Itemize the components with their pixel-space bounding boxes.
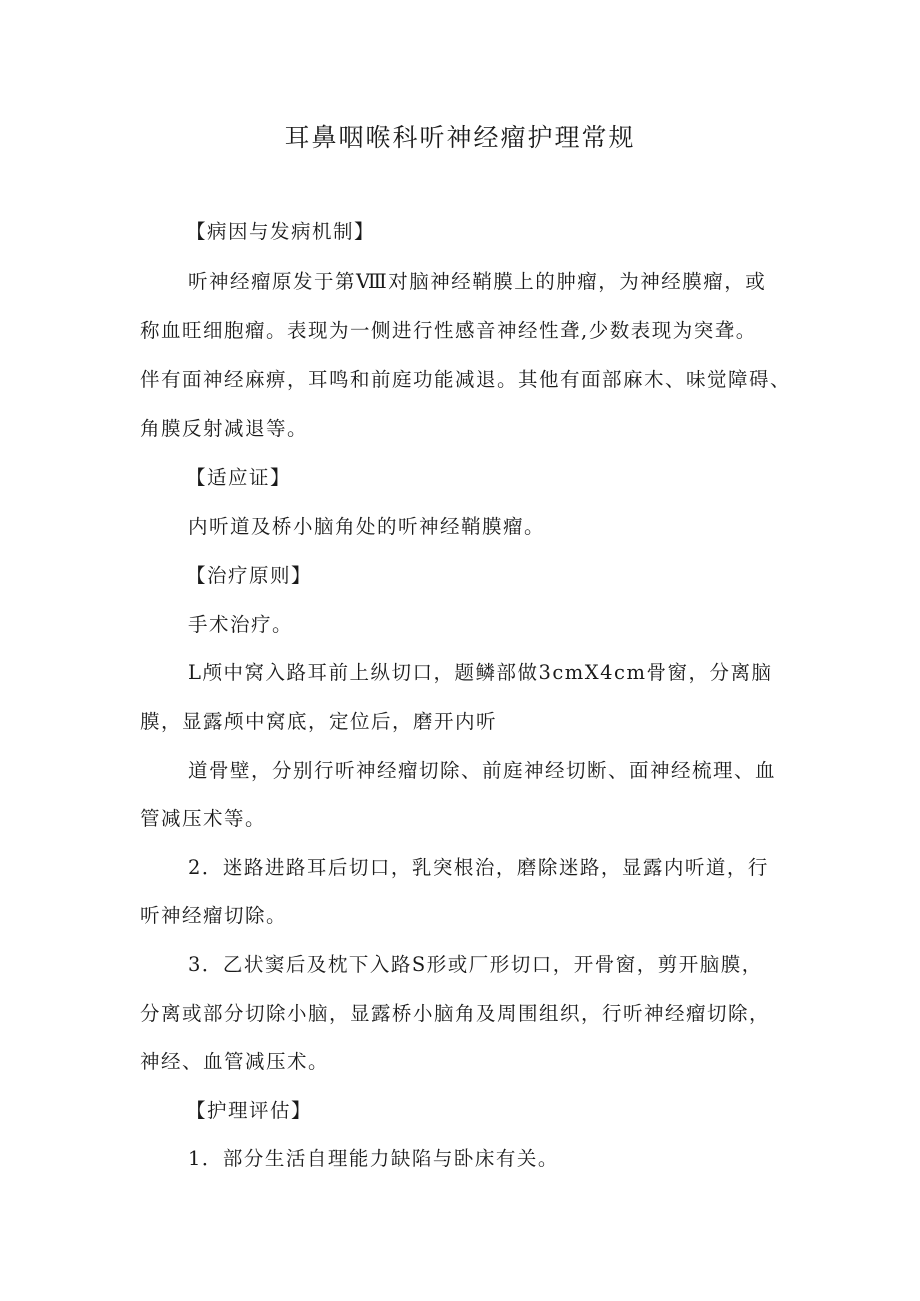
paragraph-line: 伴有面神经麻痹，耳鸣和前庭功能减退。其他有面部麻木、味觉障碍、	[140, 368, 792, 391]
paragraph-line: 内听道及桥小脑角处的听神经鞘膜瘤。	[188, 515, 546, 538]
paragraph-line: 角膜反射减退等。	[140, 417, 309, 440]
section-heading-nursing-assessment: 【护理评估】	[186, 1099, 313, 1122]
paragraph-line: L颅中窝入路耳前上纵切口，题鳞部做3cmX4cm骨窗，分离脑	[188, 661, 773, 684]
paragraph-line: 手术治疗。	[188, 613, 294, 636]
section-heading-etiology: 【病因与发病机制】	[186, 220, 376, 243]
paragraph-line: 3．乙状窦后及枕下入路S形或厂形切口，开骨窗，剪开脑膜，	[188, 953, 763, 976]
section-heading-indications: 【适应证】	[186, 466, 292, 489]
section-heading-treatment: 【治疗原则】	[186, 564, 313, 587]
paragraph-line: 分离或部分切除小脑，显露桥小脑角及周围组织，行听神经瘤切除，	[140, 1002, 771, 1025]
document-title: 耳鼻咽喉科听神经瘤护理常规	[284, 123, 636, 152]
paragraph-line: 听神经瘤切除。	[140, 904, 288, 927]
paragraph-line: 听神经瘤原发于第Ⅷ对脑神经鞘膜上的肿瘤，为神经膜瘤，或	[188, 270, 767, 293]
paragraph-line: 1．部分生活自理能力缺陷与卧床有关。	[188, 1147, 559, 1170]
paragraph-line: 道骨壁，分别行听神经瘤切除、前庭神经切断、面神经梳理、血	[188, 759, 777, 782]
paragraph-line: 膜，显露颅中窝底，定位后，磨开内听	[140, 710, 498, 733]
paragraph-line: 2．迷路进路耳后切口，乳突根治，磨除迷路，显露内听道，行	[188, 856, 769, 879]
paragraph-line: 神经、血管减压术。	[140, 1050, 330, 1073]
paragraph-line: 管减压术等。	[140, 807, 267, 830]
paragraph-line: 称血旺细胞瘤。表现为一侧进行性感音神经性聋,少数表现为突聋。	[140, 319, 757, 342]
